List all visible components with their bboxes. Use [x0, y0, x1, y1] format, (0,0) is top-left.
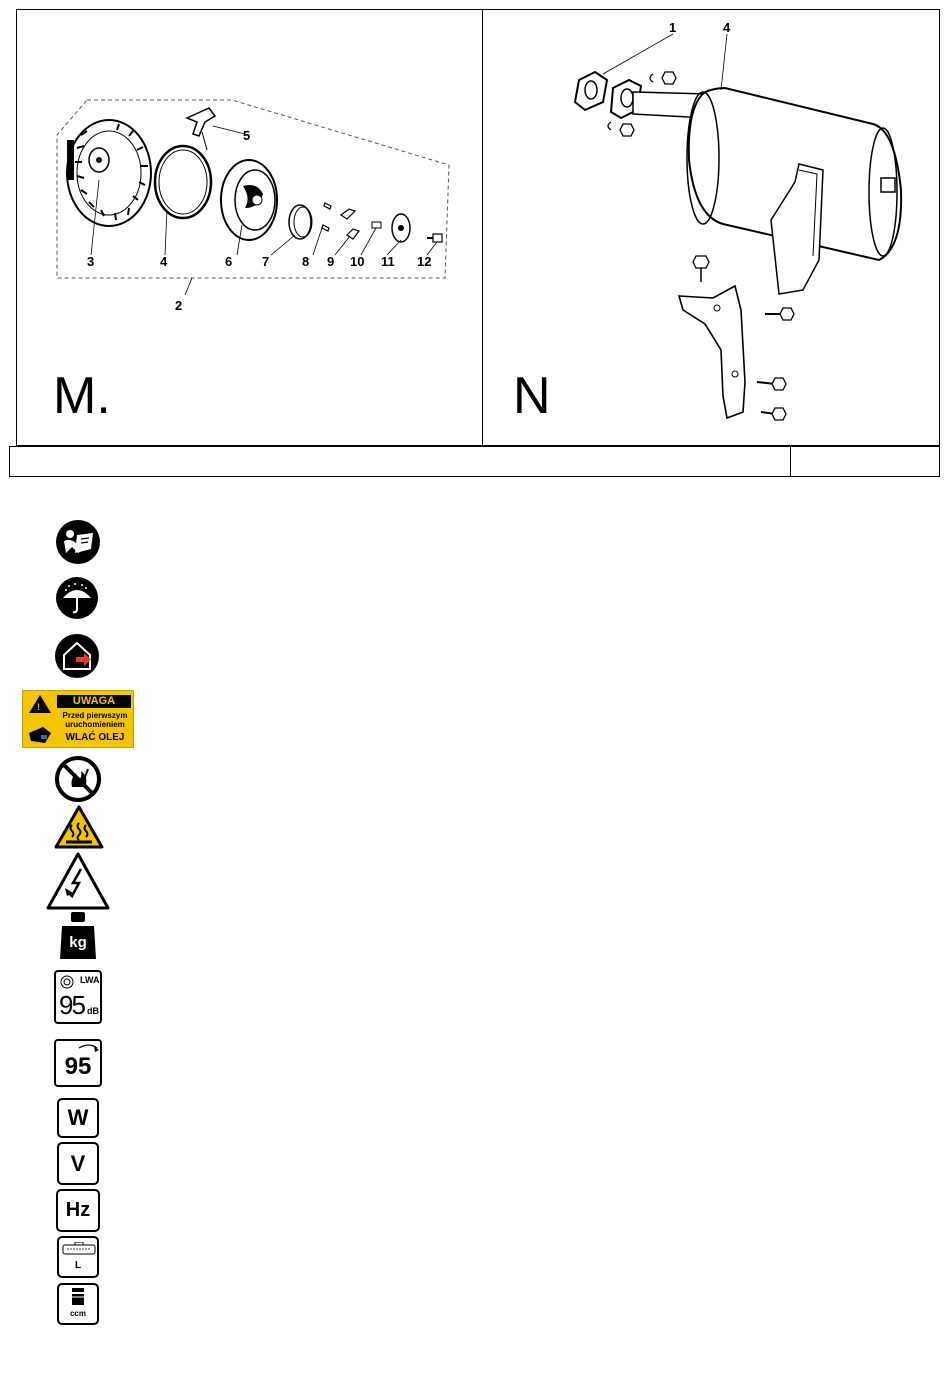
hertz-icon: Hz: [56, 1189, 100, 1232]
speaker-icon: [60, 975, 74, 989]
part-friction-plate: [392, 214, 410, 242]
callout-11: 11: [381, 254, 395, 269]
caption-cell-divider: [790, 447, 791, 476]
warning-line-3: WLAĆ OLEJ: [65, 732, 125, 743]
fuel-value: 95: [64, 1053, 92, 1080]
part-retainer-ring: [289, 205, 312, 239]
caption-row: [9, 446, 940, 477]
electric-shock-icon: [45, 851, 111, 911]
callout-n-4: 4: [723, 20, 731, 35]
part-small-spring: [372, 222, 381, 228]
tank-capacity-icon: [57, 1236, 99, 1278]
callout-12: 12: [417, 254, 432, 269]
part-pulley: [221, 160, 277, 240]
volt-icon: V: [57, 1142, 99, 1185]
part-bolts-right: [757, 308, 794, 420]
callout-9: 9: [327, 254, 335, 269]
callout-6: 6: [225, 254, 233, 269]
noise-unit: dB: [87, 1006, 99, 1016]
weight-icon: [59, 912, 97, 960]
callout-5: 5: [243, 128, 251, 143]
part-bolt: [427, 234, 442, 242]
watt-icon: W: [57, 1098, 99, 1138]
noise-level-icon: [54, 970, 102, 1024]
house-exit-icon: [54, 633, 100, 679]
diagram-frame: [16, 9, 940, 446]
part-mounting-bracket: [679, 286, 745, 418]
warning-line-1: Przed pierwszym: [62, 711, 128, 720]
warning-title: UWAGA: [72, 695, 116, 707]
weight-label: kg: [69, 934, 87, 951]
callout-4: 4: [160, 254, 168, 269]
part-bolt-upper: [693, 256, 709, 282]
noise-value: 95: [59, 990, 84, 1020]
panel-m-recoil-starter: [17, 10, 482, 445]
muffler-diagram: [483, 10, 940, 447]
callout-10: 10: [350, 254, 365, 269]
panel-letter-n: N: [513, 367, 551, 425]
part-gasket: [575, 72, 607, 110]
callout-n-1: 1: [669, 20, 677, 35]
callout-7: 7: [262, 254, 270, 269]
part-starter-handle: [187, 108, 245, 150]
part-spring-ring: [155, 146, 211, 218]
oil-warning-sign: [22, 690, 134, 748]
litre-label: L: [74, 1260, 82, 1271]
cylinder-icon: [71, 1288, 85, 1306]
noise-unit-mark: LWA: [80, 975, 100, 985]
part-pawls: [322, 203, 359, 239]
fuel-tank-icon: [62, 1242, 96, 1256]
no-fire-icon: [54, 755, 102, 803]
engine-displacement-icon: [57, 1283, 99, 1325]
callout-8: 8: [302, 254, 310, 269]
fuel-95-icon: [54, 1039, 102, 1087]
umbrella-rain-icon: [55, 576, 99, 620]
part-starter-housing: [67, 120, 151, 226]
warning-line-2: uruchomieniem: [65, 720, 125, 729]
ccm-label: ccm: [69, 1309, 86, 1318]
svg-text:!: !: [37, 702, 40, 712]
read-manual-icon: [55, 519, 101, 565]
callout-2: 2: [175, 298, 183, 313]
panel-n-muffler: [483, 10, 940, 445]
callout-3: 3: [87, 254, 95, 269]
panel-letter-m: M.: [53, 367, 111, 425]
hot-surface-icon: [54, 805, 104, 849]
